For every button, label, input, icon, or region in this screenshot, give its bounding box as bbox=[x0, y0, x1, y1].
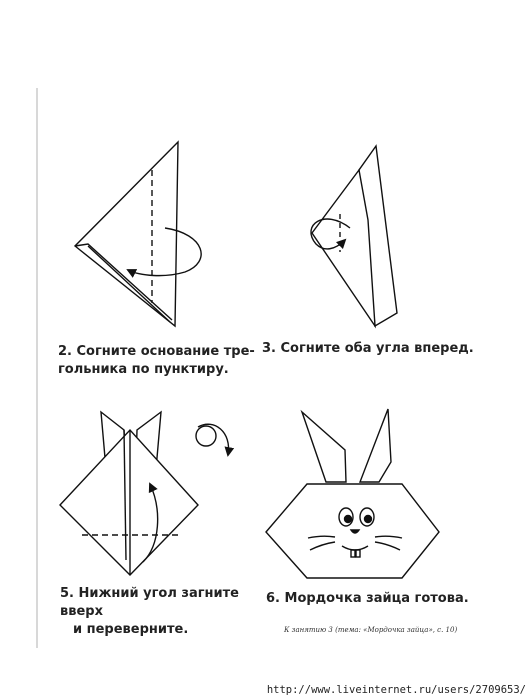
step2-caption-line2: гольника по пунктиру. bbox=[58, 362, 229, 377]
step6-caption-line1: 6. Мордочка зайца готова. bbox=[266, 591, 469, 606]
step3-caption bbox=[262, 340, 492, 358]
step3-caption-line1: 3. Согните оба угла вперед. bbox=[262, 341, 474, 356]
step5-caption-line1: 5. Нижний угол загните вверх bbox=[60, 586, 239, 619]
step2-diagram bbox=[75, 142, 201, 326]
step6-diagram bbox=[266, 409, 439, 578]
step5-caption bbox=[60, 585, 260, 639]
watermark-url: http://www.liveinternet.ru/users/2709653/ bbox=[266, 684, 526, 696]
step3-diagram bbox=[311, 146, 397, 326]
step6-caption bbox=[266, 590, 496, 608]
step5-diagram bbox=[60, 412, 229, 575]
footer-note: К занятию 3 (тема: «Мордочка зайца», с. 10) bbox=[284, 626, 458, 634]
step5-caption-line2: и переверните. bbox=[73, 622, 189, 637]
step2-caption bbox=[58, 343, 258, 379]
step2-caption-line1: 2. Согните основание тре- bbox=[58, 344, 255, 359]
